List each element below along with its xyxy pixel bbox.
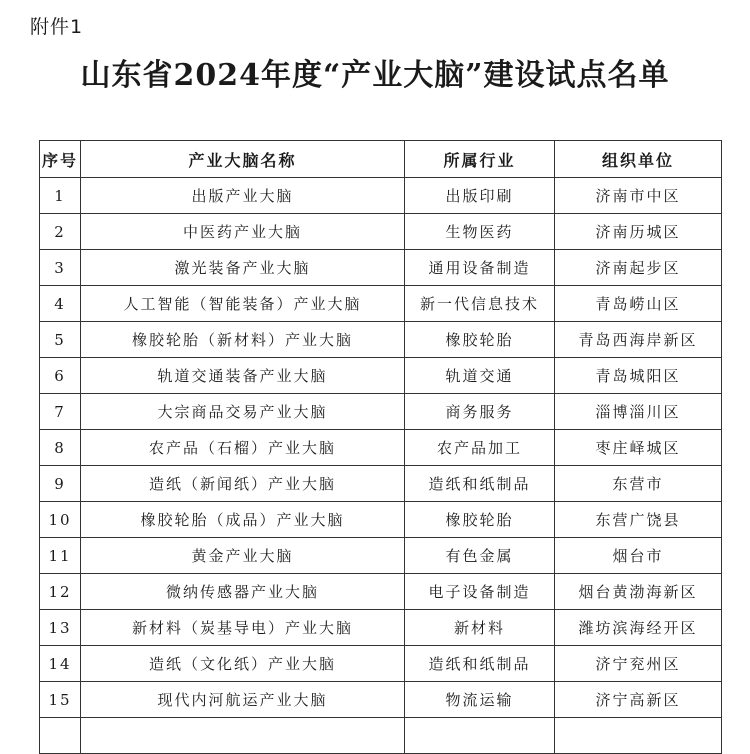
cell-brain-name: [81, 718, 405, 754]
cell-organizer: [555, 718, 722, 754]
table-row: [40, 538, 722, 574]
pilot-list-table: [39, 140, 722, 754]
table-row: [40, 286, 722, 322]
cell-brain-name: 大宗商品交易产业大脑: [81, 394, 405, 430]
table-row: [40, 574, 722, 610]
cell-number: 4: [40, 286, 81, 322]
cell-industry: 轨道交通: [405, 358, 555, 394]
cell-brain-name: 激光装备产业大脑: [81, 250, 405, 286]
cell-organizer: 青岛西海岸新区: [555, 322, 722, 358]
cell-organizer: 青岛崂山区: [555, 286, 722, 322]
attachment-label: 附件1: [30, 16, 84, 38]
table-row: [40, 250, 722, 286]
cell-industry: 新一代信息技术: [405, 286, 555, 322]
cell-organizer: 济南起步区: [555, 250, 722, 286]
table-row: [40, 394, 722, 430]
table-row: [40, 178, 722, 214]
table-row: [40, 466, 722, 502]
cell-number: 11: [40, 538, 81, 574]
cell-industry: 新材料: [405, 610, 555, 646]
cell-number: 5: [40, 322, 81, 358]
cell-organizer: 东营广饶县: [555, 502, 722, 538]
table-header-row: [40, 141, 722, 178]
cell-brain-name: 轨道交通装备产业大脑: [81, 358, 405, 394]
cell-number: 3: [40, 250, 81, 286]
cell-brain-name: 中医药产业大脑: [81, 214, 405, 250]
cell-organizer: 东营市: [555, 466, 722, 502]
cell-organizer: 烟台黄渤海新区: [555, 574, 722, 610]
document-title: 山东省2024年度“产业大脑”建设试点名单: [80, 58, 670, 93]
cell-number: 15: [40, 682, 81, 718]
cell-organizer: 济南历城区: [555, 214, 722, 250]
table-row: [40, 610, 722, 646]
cell-organizer: 济南市中区: [555, 178, 722, 214]
cell-industry: 橡胶轮胎: [405, 502, 555, 538]
table-row: [40, 214, 722, 250]
cell-brain-name: 造纸（新闻纸）产业大脑: [81, 466, 405, 502]
cell-brain-name: 新材料（炭基导电）产业大脑: [81, 610, 405, 646]
cell-organizer: 潍坊滨海经开区: [555, 610, 722, 646]
table-row: [40, 358, 722, 394]
cell-brain-name: 黄金产业大脑: [81, 538, 405, 574]
cell-brain-name: 微纳传感器产业大脑: [81, 574, 405, 610]
cell-industry: 电子设备制造: [405, 574, 555, 610]
cell-industry: 商务服务: [405, 394, 555, 430]
table-row: [40, 646, 722, 682]
cell-industry: [405, 718, 555, 754]
cell-number: 10: [40, 502, 81, 538]
column-header-brain-name: 产业大脑名称: [81, 141, 405, 178]
cell-industry: 出版印刷: [405, 178, 555, 214]
cell-organizer: 烟台市: [555, 538, 722, 574]
cell-industry: 造纸和纸制品: [405, 646, 555, 682]
cell-brain-name: 橡胶轮胎（成品）产业大脑: [81, 502, 405, 538]
cell-number: 13: [40, 610, 81, 646]
cell-industry: 造纸和纸制品: [405, 466, 555, 502]
table-body: [40, 178, 722, 754]
cell-organizer: 济宁高新区: [555, 682, 722, 718]
cell-industry: 有色金属: [405, 538, 555, 574]
column-header-organizer: 组织单位: [555, 141, 722, 178]
cell-brain-name: 现代内河航运产业大脑: [81, 682, 405, 718]
cell-industry: 橡胶轮胎: [405, 322, 555, 358]
cell-brain-name: 造纸（文化纸）产业大脑: [81, 646, 405, 682]
cell-organizer: 济宁兖州区: [555, 646, 722, 682]
cell-number: 12: [40, 574, 81, 610]
table-row: [40, 430, 722, 466]
cell-number: 2: [40, 214, 81, 250]
cell-industry: 通用设备制造: [405, 250, 555, 286]
cell-industry: 农产品加工: [405, 430, 555, 466]
cell-number: 1: [40, 178, 81, 214]
cell-organizer: 青岛城阳区: [555, 358, 722, 394]
cell-brain-name: 农产品（石榴）产业大脑: [81, 430, 405, 466]
cell-organizer: 淄博淄川区: [555, 394, 722, 430]
table-row: [40, 322, 722, 358]
cell-number: 7: [40, 394, 81, 430]
cell-number: 9: [40, 466, 81, 502]
cell-brain-name: 人工智能（智能装备）产业大脑: [81, 286, 405, 322]
cell-organizer: 枣庄峄城区: [555, 430, 722, 466]
table-row: [40, 682, 722, 718]
table-row: [40, 718, 722, 754]
cell-brain-name: 出版产业大脑: [81, 178, 405, 214]
cell-number: 8: [40, 430, 81, 466]
cell-number: 6: [40, 358, 81, 394]
table-row: [40, 502, 722, 538]
cell-number: [40, 718, 81, 754]
cell-industry: 生物医药: [405, 214, 555, 250]
cell-number: 14: [40, 646, 81, 682]
cell-brain-name: 橡胶轮胎（新材料）产业大脑: [81, 322, 405, 358]
cell-industry: 物流运输: [405, 682, 555, 718]
column-header-industry: 所属行业: [405, 141, 555, 178]
column-header-number: 序号: [40, 141, 81, 178]
